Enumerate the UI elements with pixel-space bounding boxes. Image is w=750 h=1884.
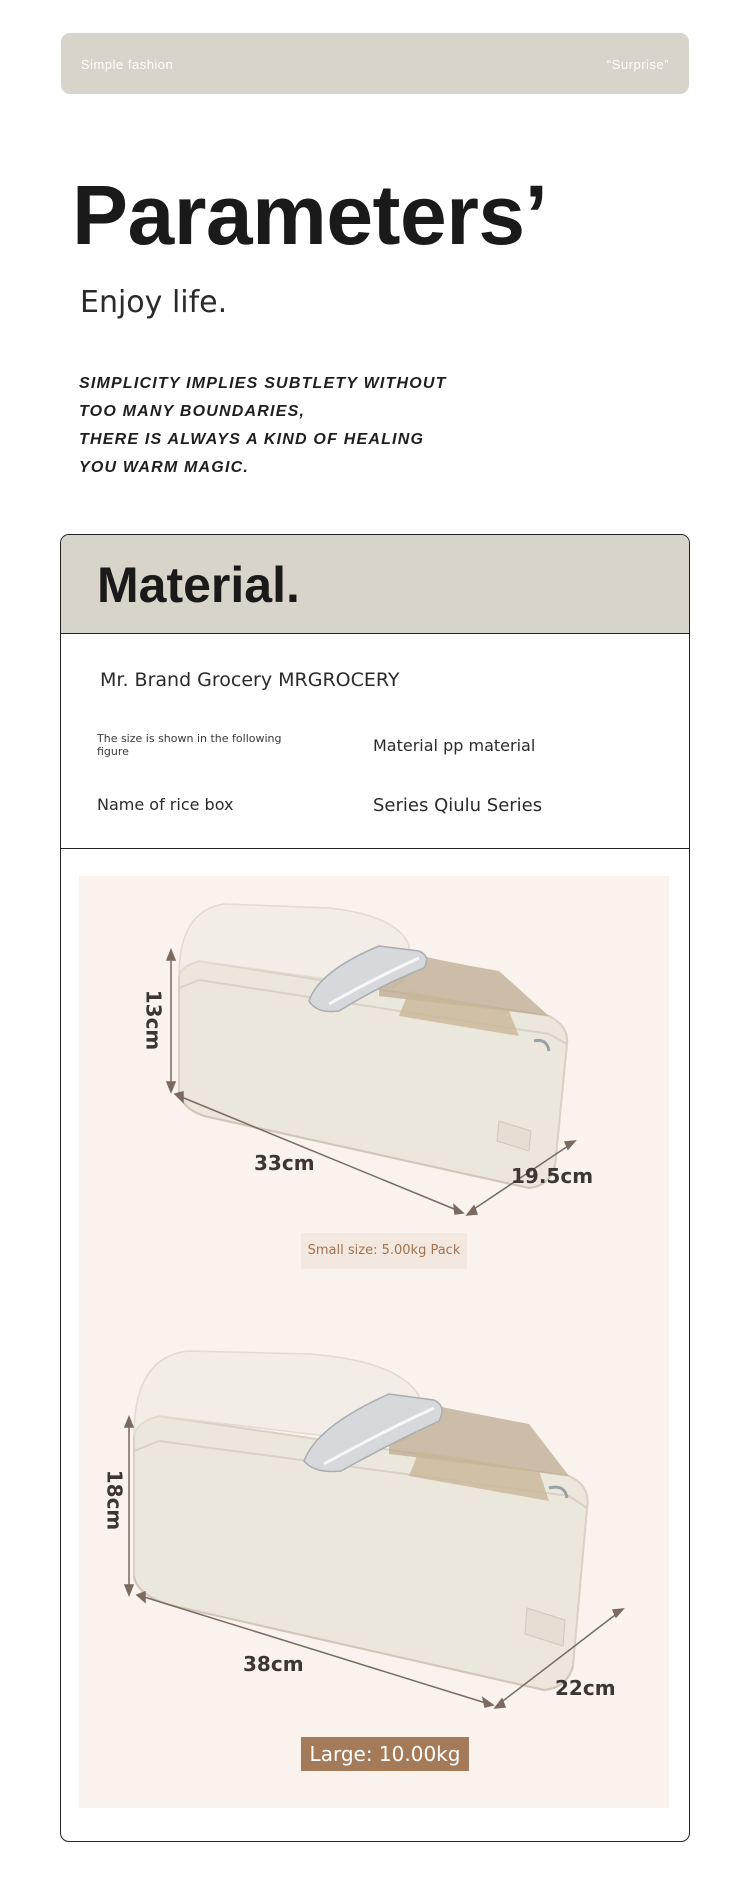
small-width-label: 19.5cm [511, 1164, 594, 1188]
spec-series: Series Qiulu Series [373, 795, 543, 816]
card-divider [61, 848, 689, 849]
small-height-label: 13cm [141, 989, 166, 1051]
banner-right-text: “Surprise” [606, 57, 669, 72]
large-length-label: 38cm [243, 1652, 304, 1676]
large-width-label: 22cm [555, 1676, 616, 1700]
spec-brand: Mr. Brand Grocery MRGROCERY [100, 669, 400, 691]
intro-line: SIMPLICITY IMPLIES SUBTLETY WITHOUT [79, 375, 447, 392]
intro-line: TOO MANY BOUNDARIES, [79, 403, 306, 420]
product-dimension-figure [79, 876, 669, 1808]
large-rice-box [134, 1351, 588, 1690]
small-length-label: 33cm [254, 1151, 315, 1175]
page-title: Parameters’ [72, 168, 548, 262]
spec-size-note: The size is shown in the following figure [97, 732, 282, 758]
intro-line: YOU WARM MAGIC. [79, 459, 249, 476]
top-banner [61, 33, 689, 94]
intro-text [79, 370, 447, 482]
spec-name: Name of rice box [97, 795, 234, 814]
large-size-label: Large: 10.00kg [301, 1737, 469, 1771]
small-rice-box [179, 904, 567, 1188]
intro-line: THERE IS ALWAYS A KIND OF HEALING [79, 431, 425, 448]
page-subtitle: Enjoy life. [80, 285, 228, 320]
material-card [60, 534, 690, 1842]
product-illustration [79, 876, 669, 1808]
material-card-header [61, 535, 689, 634]
material-heading: Material. [97, 557, 300, 613]
small-size-label: Small size: 5.00kg Pack [301, 1233, 467, 1269]
spec-material: Material pp material [373, 736, 536, 755]
banner-left-text: Simple fashion [81, 57, 174, 72]
large-height-label: 18cm [102, 1469, 127, 1531]
